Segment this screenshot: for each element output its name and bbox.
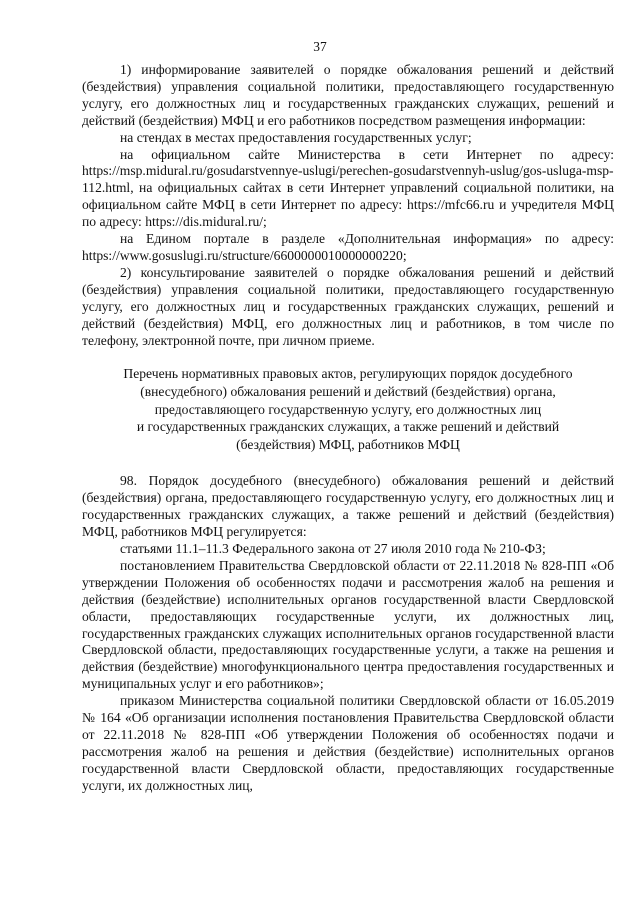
document-body <box>82 62 614 795</box>
paragraph-federal-law: статьями 11.1–11.3 Федерального закона от 27 июля 2010 года № 210-ФЗ; <box>120 541 546 556</box>
heading-line: Перечень нормативных правовых актов, регулирующих порядок досудебного <box>123 366 573 382</box>
paragraph-ministry-order: приказом Министерства социальной политики Свердловской области от 16.05.2019 № 164 «Об организации исполнения постановления Правительства Свердловской области от 22.11.2018 № 828-ПП «Об утверждении Положения об особенностях подачи и рассмотрения жалоб на решения и действия (бездействие) исполнительных органов государственной власти Свердловской области, предоставляющих государственные услуги, их должностных лиц, <box>82 693 614 793</box>
paragraph-government-resolution: постановлением Правительства Свердловской области от 22.11.2018 № 828-ПП «Об утверждении Положения об особенностях подачи и рассмотрения жалоб на решения и действия (бездействие) исполнительных органов государственной власти Свердловской области, предоставляющих государственные услуги, их должностных лиц, государственных гражданских служащих исполнительных органов государственной власти Свердловской области, предоставляющих государственные услуги, а также на решения и действия (бездействие) многофункционального центра предоставления государственных и муниципальных услуг и его работников»; <box>82 557 614 692</box>
heading-line: и государственных гражданских служащих, а также решений и действий <box>136 419 560 435</box>
section-heading <box>82 365 614 453</box>
heading-line: (внесудебного) обжалования решений и действий (бездействия) органа, <box>140 384 556 399</box>
paragraph-98: 98. Порядок досудебного (внесудебного) обжалования решений и действий (бездействия) органа, предоставляющего государственную услугу, его должностных лиц и государственных гражданских служащих, а также решений и действий (бездействия) МФЦ, работников МФЦ регулируется: <box>82 473 614 540</box>
paragraph-stands: на стендах в местах предоставления государственных услуг; <box>120 129 472 145</box>
heading-line: (бездействия) МФЦ, работников МФЦ <box>236 436 460 452</box>
paragraph-official-sites: на официальном сайте Министерства в сети Интернет по адресу: https://msp.midural.ru/gosudarstvennye-uslugi/perechen-gosudarstvennyh-uslug/gos-usluga-msp-112.html, на официальных сайтах в сети Интернет управлений социальной политики, на официальном сайте МФЦ в сети Интернет по адресу: https://mfc66.ru и учредителя МФЦ по адресу: https://dis.midural.ru/; <box>82 146 614 230</box>
paragraph-informing: 1) информирование заявителей о порядке обжалования решений и действий (бездействия) управления социальной политики, предоставляющего государственную услугу, его должностных лиц и государственных гражданских служащих, решений и действий (бездействия) МФЦ и его работников посредством размещения информации: <box>82 62 614 128</box>
heading-line: предоставляющего государственную услугу, его должностных лиц <box>154 401 542 417</box>
paragraph-consulting: 2) консультирование заявителей о порядке обжалования решений и действий (бездействия) управления социальной политики, предоставляющего государственную услугу, его должностных лиц и государственных гражданских служащих, решений и действий (бездействия) МФЦ, его должностных лиц и работников, в том числе по телефону, электронной почте, при личном приеме. <box>82 264 614 348</box>
paragraph-unified-portal: на Едином портале в разделе «Дополнительная информация» по адресу: https://www.gosuslugi.ru/structure/6600000010000000220; <box>82 231 614 263</box>
page-number: 37 <box>313 39 327 54</box>
